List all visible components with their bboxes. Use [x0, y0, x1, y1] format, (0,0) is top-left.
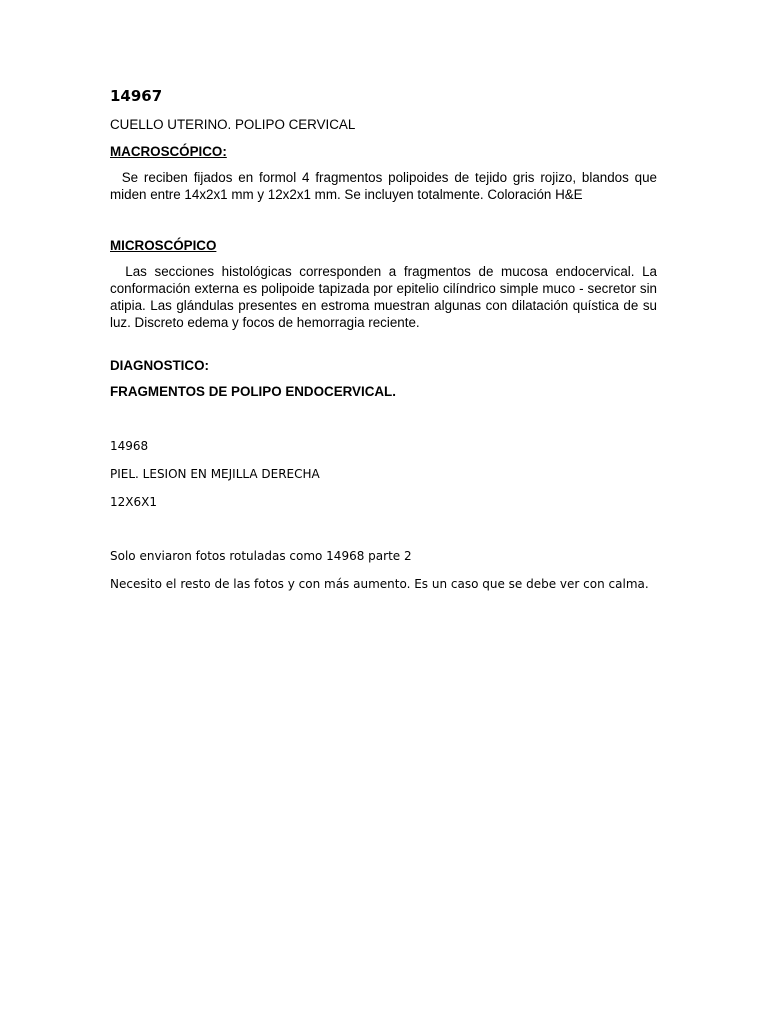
spacer	[110, 331, 657, 357]
specimen-title-2: PIEL. LESION EN MEJILLA DERECHA	[110, 467, 320, 481]
diagnosis-heading: DIAGNOSTICO:	[110, 358, 209, 373]
macroscopic-text: Se reciben fijados en formol 4 fragmentos polipoides de tejido gris rojizo, blandos que miden entre 14x2x1 mm y 12x2x1 mm. Se incluyen totalmente. Coloración H&E	[110, 170, 661, 202]
note-request: Necesito el resto de las fotos y con más aumento. Es un caso que se debe ver con calma.	[110, 577, 649, 591]
diagnosis-text: FRAGMENTOS DE POLIPO ENDOCERVICAL.	[110, 384, 396, 399]
spacer	[110, 400, 657, 438]
macroscopic-heading: MACROSCÓPICO:	[110, 144, 227, 159]
case-number: 14967	[110, 87, 163, 105]
spacer	[110, 522, 657, 548]
document-page	[110, 86, 661, 604]
microscopic-heading: MICROSCÓPICO	[110, 238, 217, 253]
spacer	[110, 203, 657, 237]
note-photos: Solo enviaron fotos rotuladas como 14968 parte 2	[110, 549, 412, 563]
microscopic-text: Las secciones histológicas corresponden a fragmentos de mucosa endocervical. La conformación externa es polipoide tapizada por epitelio cilíndrico simple muco - secretor sin atipia. Las glándulas presentes en estroma muestran algunas con dilatación quística de su luz. Discreto edema y focos de hemorragia reciente.	[110, 264, 661, 330]
specimen-size: 12X6X1	[110, 495, 157, 509]
specimen-title: CUELLO UTERINO. POLIPO CERVICAL	[110, 117, 356, 132]
case-number-2: 14968	[110, 439, 149, 453]
